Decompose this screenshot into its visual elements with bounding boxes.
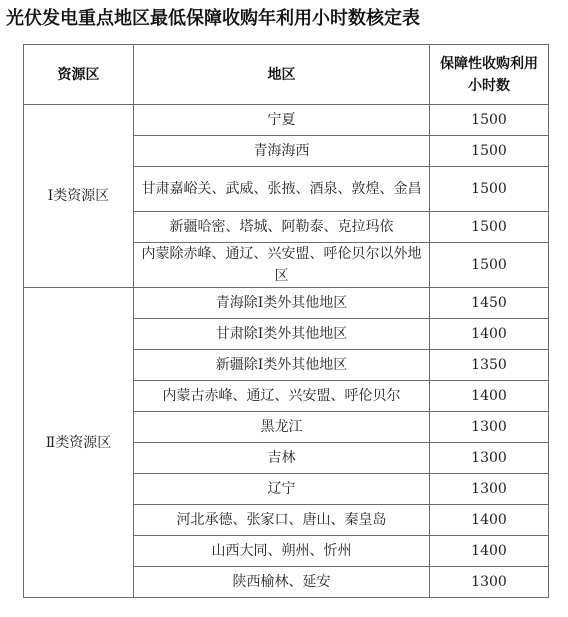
region-cell: 甘肃除Ⅰ类外其他地区 (134, 319, 430, 350)
zone-cell: Ⅰ类资源区 (24, 105, 134, 288)
region-cell: 山西大同、朔州、忻州 (134, 536, 430, 567)
region-cell: 河北承德、张家口、唐山、秦皇岛 (134, 505, 430, 536)
hours-cell: 1500 (430, 243, 549, 288)
region-cell: 内蒙古赤峰、通辽、兴安盟、呼伦贝尔 (134, 381, 430, 412)
quota-table (23, 44, 549, 598)
region-cell: 吉林 (134, 443, 430, 474)
header-zone: 资源区 (24, 45, 134, 105)
hours-cell: 1400 (430, 381, 549, 412)
region-cell: 宁夏 (134, 105, 430, 136)
zone-cell: Ⅱ类资源区 (24, 288, 134, 598)
hours-cell: 1500 (430, 167, 549, 212)
page-title: 光伏发电重点地区最低保障收购年利用小时数核定表 (6, 8, 420, 29)
hours-cell: 1500 (430, 136, 549, 167)
region-cell: 新疆除Ⅰ类外其他地区 (134, 350, 430, 381)
table-row (24, 105, 549, 136)
hours-cell: 1400 (430, 536, 549, 567)
hours-cell: 1500 (430, 212, 549, 243)
header-region: 地区 (134, 45, 430, 105)
hours-cell: 1300 (430, 567, 549, 598)
region-cell: 青海海西 (134, 136, 430, 167)
hours-cell: 1400 (430, 319, 549, 350)
region-cell: 甘肃嘉峪关、武威、张掖、酒泉、敦煌、金昌 (134, 167, 430, 212)
hours-cell: 1500 (430, 105, 549, 136)
hours-cell: 1350 (430, 350, 549, 381)
region-cell: 新疆哈密、塔城、阿勒泰、克拉玛依 (134, 212, 430, 243)
table-header-row (24, 45, 549, 105)
region-cell: 陕西榆林、延安 (134, 567, 430, 598)
region-cell: 青海除Ⅰ类外其他地区 (134, 288, 430, 319)
table-row (24, 288, 549, 319)
hours-cell: 1300 (430, 443, 549, 474)
region-cell: 辽宁 (134, 474, 430, 505)
region-cell: 内蒙除赤峰、通辽、兴安盟、呼伦贝尔以外地区 (134, 243, 430, 288)
hours-cell: 1300 (430, 412, 549, 443)
hours-cell: 1300 (430, 474, 549, 505)
header-hours: 保障性收购利用小时数 (430, 45, 549, 105)
hours-cell: 1450 (430, 288, 549, 319)
hours-cell: 1400 (430, 505, 549, 536)
region-cell: 黑龙江 (134, 412, 430, 443)
